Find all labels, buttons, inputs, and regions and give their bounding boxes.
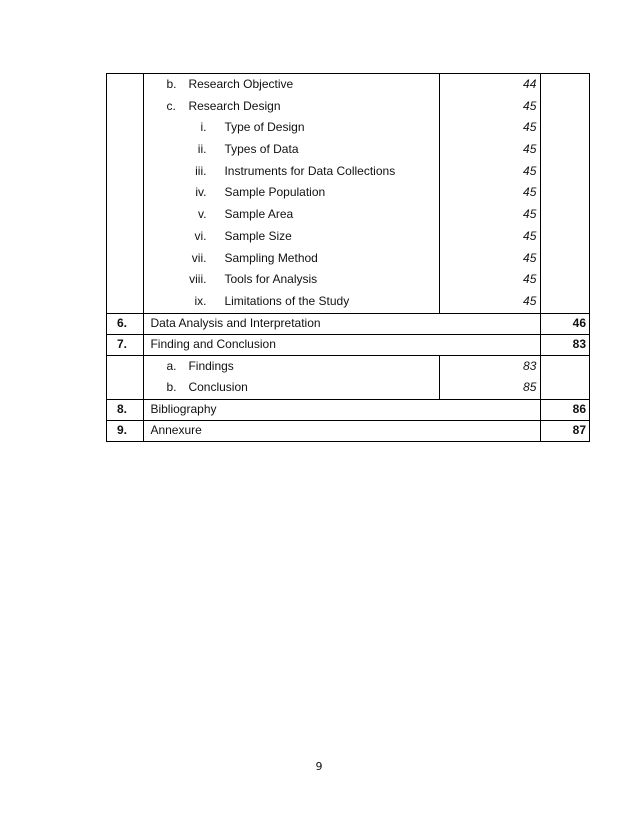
toc-row-chapter-7-subitems (107, 355, 590, 399)
toc-chapter-number: 6. (107, 313, 144, 334)
page-number: 9 (315, 760, 323, 773)
toc-chapter-title: Data Analysis and Interpretation (144, 313, 541, 334)
toc-subitem-marker: a. (166, 358, 177, 373)
toc-subitems-cell (144, 74, 440, 314)
toc-subitem-marker: i. (200, 120, 207, 135)
toc-subitem (144, 356, 439, 378)
toc-subitem-page: 45 (523, 120, 537, 135)
toc-subitem (144, 226, 439, 248)
toc-chapter-page: 83 (541, 334, 590, 355)
toc-chapter-number: 8. (107, 399, 144, 420)
toc-subitem (144, 291, 439, 313)
toc-chapter-page-cell-empty (541, 355, 590, 399)
toc-chapter-page: 46 (541, 313, 590, 334)
toc-subitem-page: 45 (523, 228, 537, 243)
toc-subpages-cell (440, 355, 541, 399)
toc-subitem-label: Instruments for Data Collections (224, 163, 396, 178)
toc-subitem-page: 45 (523, 185, 537, 200)
toc-chapter-number: 9. (107, 420, 144, 441)
toc-number-cell-empty (107, 355, 144, 399)
toc-subitem (144, 96, 439, 118)
toc-chapter-number: 7. (107, 334, 144, 355)
toc-subitem (144, 117, 439, 139)
toc-subitem (144, 74, 439, 96)
toc-subitem-marker: iv. (195, 185, 207, 200)
toc-subitem-label: Tools for Analysis (224, 272, 318, 287)
toc-subitem (144, 248, 439, 270)
toc-subitems-cell (144, 355, 440, 399)
toc-subpages-cell (440, 74, 541, 314)
toc-row-chapter-8 (107, 399, 590, 420)
toc-subitem-marker: vi. (194, 228, 207, 243)
toc-subitem-marker: b. (166, 77, 177, 91)
toc-subitem-marker: iii. (195, 163, 207, 178)
toc-number-cell-empty (107, 74, 144, 314)
toc-row-chapter-6 (107, 313, 590, 334)
toc-subitem-page: 45 (523, 293, 537, 308)
toc-subitem (144, 182, 439, 204)
toc-row-research-methodology (107, 74, 590, 314)
toc-subitem-label: Type of Design (224, 120, 305, 135)
toc-row-chapter-7 (107, 334, 590, 355)
toc-subitem (144, 204, 439, 226)
toc-subitem-page: 45 (523, 142, 537, 157)
toc-subitem (144, 377, 439, 399)
toc-subitem-label: Sample Population (224, 185, 326, 200)
toc-subitem-label: Sample Area (224, 207, 294, 222)
toc-subitem-label: Limitations of the Study (224, 293, 350, 308)
toc-subitem-page: 45 (523, 163, 537, 178)
toc-subitem-label: Sampling Method (224, 250, 318, 265)
toc-subitem (144, 269, 439, 291)
toc-subitem-label: Sample Size (224, 228, 292, 243)
toc-subitem-marker: viii. (189, 272, 207, 287)
toc-chapter-page-cell-empty (541, 74, 590, 314)
toc-subitem-page: 85 (523, 380, 537, 395)
toc-chapter-page: 87 (541, 420, 590, 441)
toc-subitem-page: 45 (523, 98, 537, 113)
toc-row-chapter-9 (107, 420, 590, 441)
toc-subitem-page: 45 (523, 207, 537, 222)
toc-subitem-marker: v. (198, 207, 207, 222)
table-of-contents (106, 73, 590, 442)
toc-subitem-label: Conclusion (188, 380, 248, 395)
toc-subitem-label: Research Objective (188, 77, 294, 91)
toc-subitem-page: 83 (523, 358, 537, 373)
toc-subitem-marker: c. (166, 98, 176, 113)
toc-subitem-marker: ii. (197, 142, 207, 157)
toc-chapter-title: Finding and Conclusion (144, 334, 541, 355)
toc-subitem-label: Findings (188, 358, 234, 373)
toc-subitem-page: 44 (523, 77, 537, 91)
toc-chapter-title: Annexure (144, 420, 541, 441)
toc-subitem (144, 139, 439, 161)
toc-chapter-title: Bibliography (144, 399, 541, 420)
toc-subitem-page: 45 (523, 250, 537, 265)
toc-subitem-label: Types of Data (224, 142, 299, 157)
toc-subitem-page: 45 (523, 272, 537, 287)
toc-chapter-page: 86 (541, 399, 590, 420)
toc-subitem-marker: b. (166, 380, 177, 395)
toc-subitem-label: Research Design (188, 98, 281, 113)
toc-subitem-marker: ix. (194, 293, 207, 308)
toc-subitem-marker: vii. (191, 250, 207, 265)
toc-subitem (144, 161, 439, 183)
